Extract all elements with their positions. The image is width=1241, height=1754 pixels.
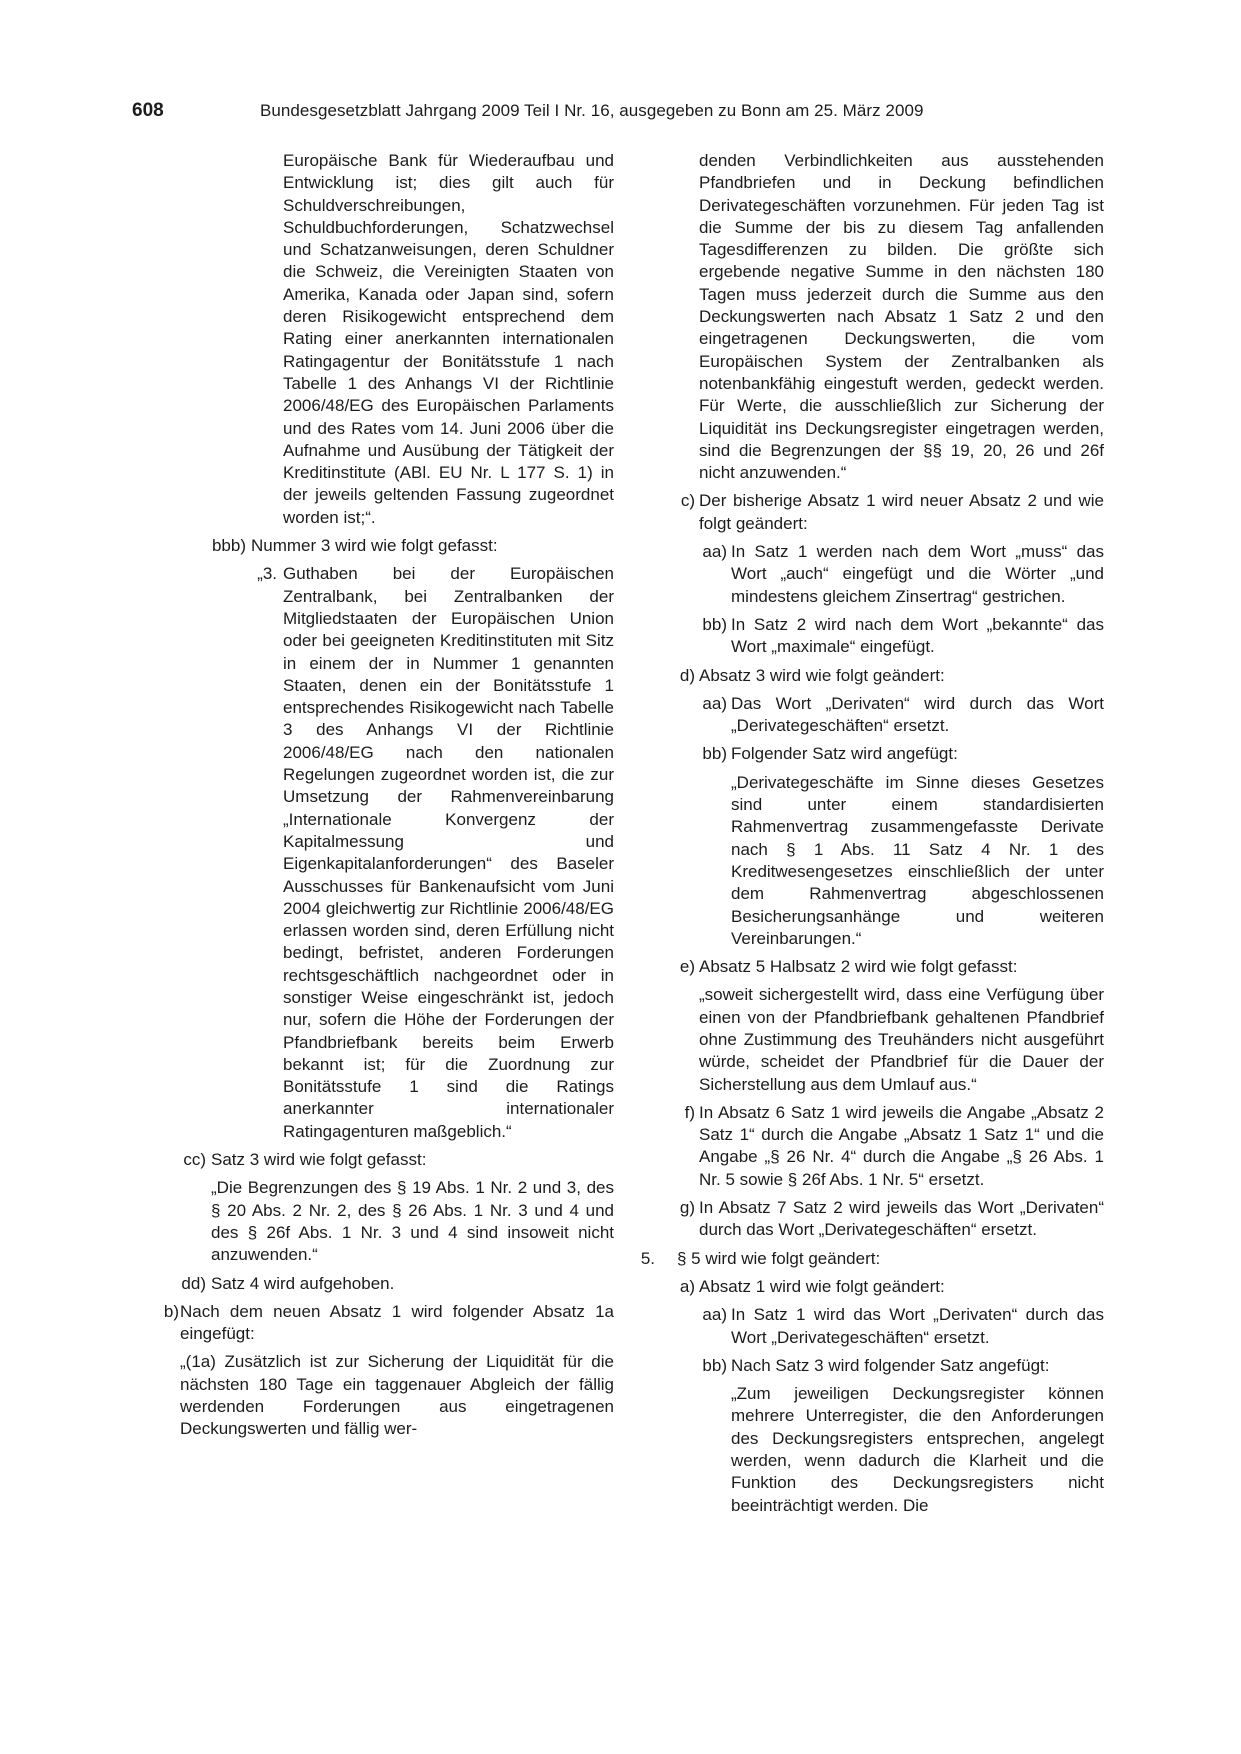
- item-label: bb): [702, 1355, 727, 1375]
- item-quote-3: [188, 563, 614, 1143]
- item-e: [640, 956, 1104, 978]
- item-text: Nach dem neuen Absatz 1 wird folgender Absatz 1a eingefügt:: [180, 1301, 614, 1344]
- quote-d-bb: [640, 772, 1104, 950]
- page-number: 608: [132, 100, 164, 121]
- item-text: Folgender Satz wird angefügt:: [731, 744, 958, 764]
- paragraph-text: denden Verbindlichkeiten aus ausstehenden Pfandbriefen und in Deckung befindlichen Derivategeschäften vorzunehmen. Für jeden Tag ist die Summe der bis zu diesem Tag anfallenden Tagesdifferenzen zu bilden. Die größte sich ergebende negative Summe in den nächsten 180 Tagen muss jederzeit durch die Summe aus den Deckungswerten nach Absatz 1 Satz 2 und den eingetragenen Deckungswerten, die vom Europäischen System der Zentralbanken als notenbankfähig eingestuft werden, gedeckt werden. Für Werte, die ausschließlich zur Sicherung der Liquidität ins Deckungsregister eingetragen werden, sind die Begrenzungen der §§ 19, 20, 26 und 26f nicht anzuwenden.“: [699, 151, 1104, 483]
- item-label: 5.: [640, 1248, 655, 1268]
- item-text: Das Wort „Derivaten“ wird durch das Wort „Derivategeschäften“ ersetzt.: [731, 693, 1104, 736]
- quote-e: [640, 984, 1104, 1095]
- item-label: aa): [702, 693, 727, 713]
- left-column: [163, 150, 614, 1447]
- item-text: In Satz 2 wird nach dem Wort „bekannte“ das Wort „maximale“ eingefügt.: [731, 614, 1104, 657]
- item-dd: [181, 1273, 614, 1295]
- item-text: In Satz 1 werden nach dem Wort „muss“ das Wort „auch“ eingefügt und die Wörter „und mindestens gleichem Zinsertrag“ gestrichen.: [731, 542, 1104, 606]
- item-a-aa: [640, 1304, 1104, 1349]
- item-label: bbb): [211, 536, 246, 556]
- item-label: aa): [702, 542, 727, 562]
- item-d-bb: [640, 743, 1104, 765]
- item-text: Absatz 5 Halbsatz 2 wird wie folgt gefasst:: [699, 957, 1018, 977]
- quote-1a: [180, 1351, 614, 1440]
- continued-item: [188, 150, 614, 529]
- item-label: „3.: [257, 564, 277, 584]
- item-d: [640, 665, 1104, 687]
- item-label: bb): [702, 744, 727, 764]
- item-text: Nummer 3 wird wie folgt gefasst:: [251, 536, 498, 556]
- quoted-text: „Zum jeweiligen Deckungsregister können mehrere Unterregister, die den Anforderungen des Deckungsregisters entsprechen, angelegt werden, wenn dadurch die Klarheit und die Funktion des Deckungsregisters nicht beeinträchtigt werden. Die: [731, 1384, 1104, 1515]
- item-f: [640, 1102, 1104, 1191]
- item-label: aa): [702, 1305, 727, 1325]
- quoted-text: „soweit sichergestellt wird, dass eine Verfügung über einen von der Pfandbriefbank gehaltenen Pfandbrief ohne Zustimmung des Treuhänders nicht ausgeführt würde, scheidet der Pfandbrief für die Dauer der Sicherstellung aus dem Umlauf aus.“: [699, 985, 1104, 1094]
- item-g: [640, 1197, 1104, 1242]
- quote-a-bb: [640, 1383, 1104, 1517]
- item-a: [640, 1276, 1104, 1298]
- item-text: Der bisherige Absatz 1 wird neuer Absatz 2 und wie folgt geändert:: [699, 491, 1104, 533]
- item-label: bb): [702, 614, 727, 634]
- quoted-text: „Die Begrenzungen des § 19 Abs. 1 Nr. 2 und 3, des § 20 Abs. 2 Nr. 2, des § 26 Abs. 1 Nr. 3 und 4 und des § 26f Abs. 1 Nr. 3 und 4 sind insoweit nicht anzuwenden.“: [211, 1178, 614, 1265]
- item-c: [640, 490, 1104, 535]
- page-header: [132, 100, 1112, 130]
- item-text: Satz 4 wird aufgehoben.: [211, 1273, 395, 1293]
- item-c-bb: [640, 614, 1104, 659]
- gazette-title: Bundesgesetzblatt Jahrgang 2009 Teil I Nr. 16, ausgegeben zu Bonn am 25. März 2009: [260, 101, 924, 120]
- quoted-text: „(1a) Zusätzlich ist zur Sicherung der Liquidität für die nächsten 180 Tage ein taggenauer Abgleich der fällig werdenden Forderungen aus eingetragenen Deckungswerten und fällig wer-: [180, 1352, 614, 1439]
- item-label: f): [684, 1102, 695, 1122]
- item-text: In Absatz 6 Satz 1 wird jeweils die Angabe „Absatz 2 Satz 1“ durch die Angabe „Absatz 1 Satz 1“ und die Angabe „§ 26 Nr. 4“ durch die Angabe „§ 26 Abs. 1 Nr. 5 sowie § 26f Abs. 1 Nr. 5“ ersetzt.: [699, 1102, 1104, 1189]
- item-text: Satz 3 wird wie folgt gefasst:: [211, 1150, 427, 1170]
- paragraph-text: Europäische Bank für Wiederaufbau und Entwicklung ist; dies gilt auch für Schuldverschreibungen, Schuldbuchforderungen, Schatzwechsel und Schatzanweisungen, deren Schuldner die Schweiz, die Vereinigten Staaten von Amerika, Kanada oder Japan sind, sofern deren Risikogewicht entsprechend dem Rating einer anerkannten internationalen Ratingagentur der Bonitätsstufe 1 nach Tabelle 1 des Anhangs VI der Richtlinie 2006/48/EG des Europäischen Parlaments und des Rates vom 14. Juni 2006 über die Aufnahme und Ausübung der Tätigkeit der Kreditinstitute (ABl. EU Nr. L 177 S. 1) in der jeweils geltenden Fassung zugeordnet worden ist;“.: [283, 151, 614, 527]
- item-label: d): [679, 665, 695, 685]
- item-text: Guthaben bei der Europäischen Zentralbank, bei Zentralbanken der Mitgliedstaaten der Europäischen Union oder bei geeigneten Kreditinstituten mit Sitz in einem der in Nummer 1 genannten Staaten, denen ein der Bonitätsstufe 1 entsprechendes Risikogewicht nach Tabelle 3 des Anhangs VI der Richtlinie 2006/48/EG nach den nationalen Regelungen zugeordnet worden ist, die zur Umsetzung der Rahmenvereinbarung „Internationale Konvergenz der Kapitalmessung und Eigenkapitalanforderungen“ des Baseler Ausschusses für Bankenaufsicht vom Juni 2004 gleichwertig zur Richtlinie 2006/48/EG erlassen worden sind, deren Erfüllung nicht bedingt, befristet, anderen Forderungen rechtsgeschäftlich nachgeordnet oder in sonstiger Weise eingeschränkt ist, jedoch nur, sofern die Höhe der Forderungen der Pfandbriefbank bereits beim Erwerb bekannt ist; für die Zuordnung zur Bonitätsstufe 1 sind die Ratings anerkannter internationaler Ratingagenturen maßgeblich.“: [283, 564, 614, 1141]
- quote-cc: [188, 1177, 614, 1266]
- item-5: [640, 1248, 1104, 1270]
- item-text: Absatz 1 wird wie folgt geändert:: [699, 1276, 945, 1296]
- item-label: dd): [181, 1273, 206, 1293]
- item-cc: [183, 1149, 614, 1171]
- item-d-aa: [640, 693, 1104, 738]
- item-label: cc): [183, 1150, 206, 1170]
- item-label: e): [679, 957, 695, 977]
- quoted-text: „Derivategeschäfte im Sinne dieses Gesetzes sind unter einem standardisierten Rahmenvertrag zusammengefasste Derivate nach § 1 Abs. 11 Satz 4 Nr. 1 des Kreditwesengesetzes einschließlich der unter dem Rahmenvertrag abgeschlossenen Besicherungsanhänge und weiteren Vereinbarungen.“: [731, 772, 1104, 948]
- item-c-aa: [640, 541, 1104, 608]
- item-label: b): [163, 1301, 179, 1321]
- item-label: a): [679, 1276, 695, 1296]
- item-text: Absatz 3 wird wie folgt geändert:: [699, 665, 945, 685]
- item-label: c): [680, 491, 695, 511]
- item-label: g): [679, 1198, 695, 1218]
- item-text: In Satz 1 wird das Wort „Derivaten“ durch das Wort „Derivategeschäften“ ersetzt.: [731, 1305, 1104, 1347]
- continued-item: [640, 150, 1104, 484]
- item-text: § 5 wird wie folgt geändert:: [677, 1248, 881, 1268]
- item-text: Nach Satz 3 wird folgender Satz angefügt:: [731, 1355, 1050, 1375]
- right-column: [640, 150, 1104, 1523]
- item-b: [163, 1301, 614, 1346]
- item-bbb: [188, 535, 614, 557]
- item-text: In Absatz 7 Satz 2 wird jeweils das Wort „Derivaten“ durch das Wort „Derivategeschäften“ ersetzt.: [699, 1198, 1104, 1240]
- item-a-bb: [640, 1355, 1104, 1377]
